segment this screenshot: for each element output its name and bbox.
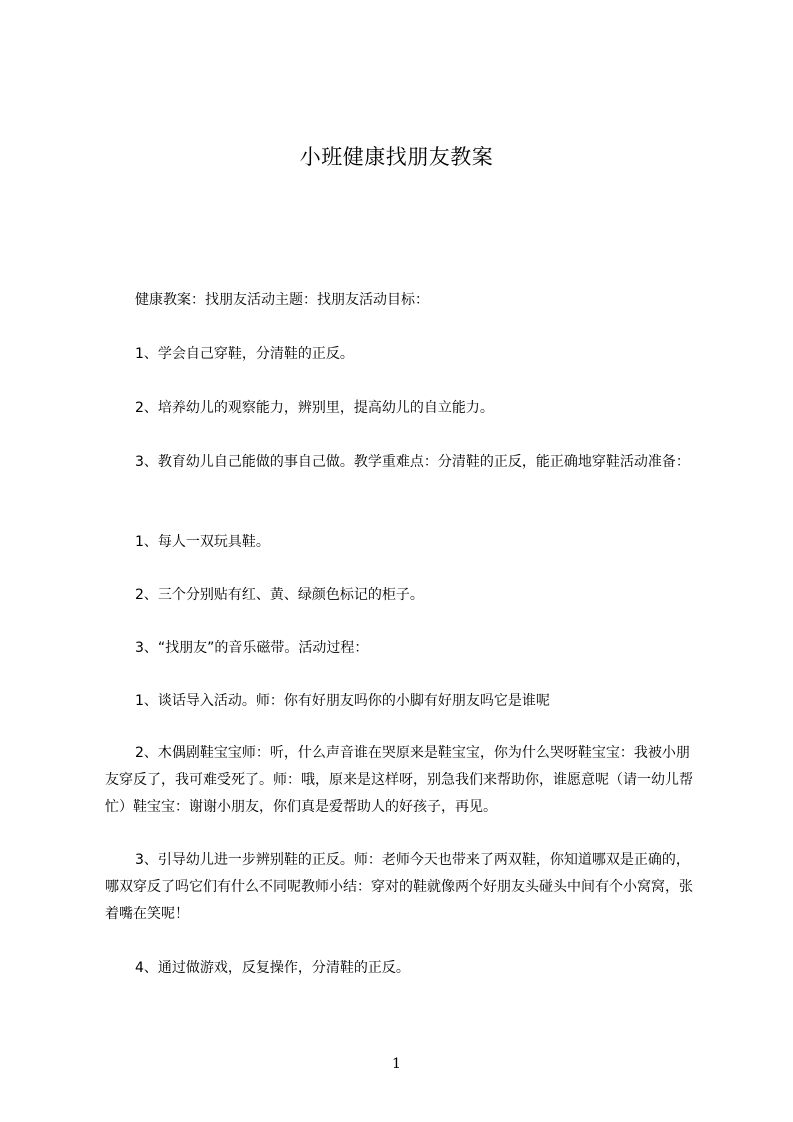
paragraph-prep-2: 2、三个分别贴有红、黄、绿颜色标记的柜子。 — [135, 587, 424, 603]
paragraph-process-1: 1、谈话导入活动。师：你有好朋友吗你的小脚有好朋友吗它是谁呢 — [135, 693, 550, 709]
paragraph-process-2: 2、木偶剧鞋宝宝师：听，什么声音谁在哭原来是鞋宝宝，你为什么哭呀鞋宝宝：我被小朋友穿反了，我可难受死了。师：哦，原来是这样呀，别急我们来帮助你，谁愿意呢（请一幼儿帮忙）鞋宝宝：谢谢小朋友，你们真是爱帮助人的好孩子，再见。 — [105, 745, 693, 815]
paragraph-goal-1: 1、学会自己穿鞋，分清鞋的正反。 — [135, 346, 354, 362]
paragraph-theme-goals: 健康教案：找朋友活动主题：找朋友活动目标： — [135, 292, 429, 308]
paragraph-goal-3: 3、教育幼儿自己能做的事自己做。教学重难点：分清鞋的正反，能正确地穿鞋活动准备： — [135, 454, 690, 470]
paragraph-process-3: 3、引导幼儿进一步辨别鞋的正反。师：老师今天也带来了两双鞋，你知道哪双是正确的，哪双穿反了吗它们有什么不同呢教师小结：穿对的鞋就像两个好朋友头碰头中间有个小窝窝，张着嘴在笑呢！ — [105, 852, 693, 922]
document-title: 小班健康找朋友教案 — [299, 145, 494, 169]
paragraph-prep-3: 3、“找朋友”的音乐磁带。活动过程： — [135, 640, 369, 656]
paragraph-prep-1: 1、每人一双玩具鞋。 — [135, 534, 270, 550]
paragraph-process-4: 4、通过做游戏，反复操作，分清鞋的正反。 — [135, 960, 410, 976]
page-number: 1 — [392, 1056, 401, 1072]
paragraph-goal-2: 2、培养幼儿的观察能力，辨别里，提高幼儿的自立能力。 — [135, 400, 494, 416]
